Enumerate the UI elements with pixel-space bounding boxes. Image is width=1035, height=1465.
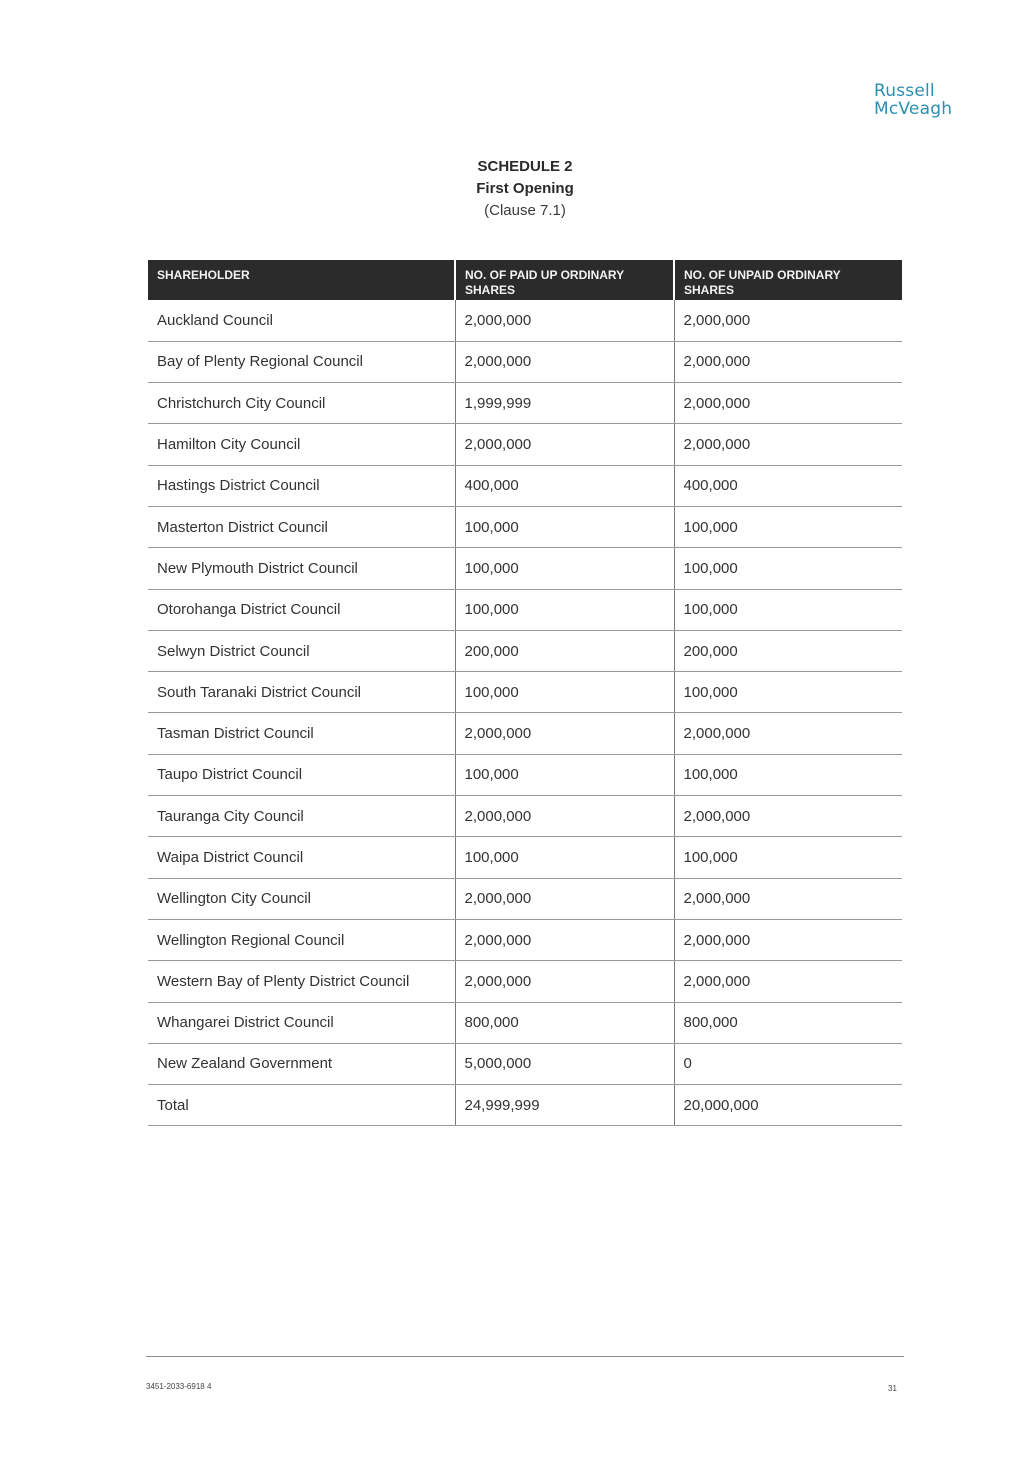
cell-unpaid-shares: 2,000,000 — [674, 383, 902, 424]
cell-paid-up-shares: 800,000 — [455, 1002, 674, 1043]
cell-shareholder: Total — [148, 1085, 455, 1126]
schedule-clause: (Clause 7.1) — [484, 202, 566, 219]
table-row — [148, 837, 902, 878]
table-row — [148, 341, 902, 382]
total-row — [148, 1085, 902, 1126]
cell-shareholder: Selwyn District Council — [148, 630, 455, 671]
cell-shareholder: South Taranaki District Council — [148, 672, 455, 713]
cell-shareholder: New Zealand Government — [148, 1043, 455, 1084]
cell-unpaid-shares: 2,000,000 — [674, 300, 902, 341]
table-header — [148, 260, 902, 300]
table-row — [148, 961, 902, 1002]
schedule-heading — [0, 156, 1035, 222]
cell-shareholder: Western Bay of Plenty District Council — [148, 961, 455, 1002]
cell-paid-up-shares: 2,000,000 — [455, 341, 674, 382]
cell-unpaid-shares: 0 — [674, 1043, 902, 1084]
header-shareholder: SHAREHOLDER — [148, 260, 455, 300]
table-row — [148, 383, 902, 424]
cell-paid-up-shares: 100,000 — [455, 672, 674, 713]
cell-unpaid-shares: 2,000,000 — [674, 341, 902, 382]
cell-unpaid-shares: 100,000 — [674, 589, 902, 630]
table-row — [148, 919, 902, 960]
cell-shareholder: New Plymouth District Council — [148, 548, 455, 589]
table-row — [148, 424, 902, 465]
cell-paid-up-shares: 100,000 — [455, 837, 674, 878]
cell-shareholder: Masterton District Council — [148, 506, 455, 547]
table-body — [148, 300, 902, 1126]
cell-unpaid-shares: 2,000,000 — [674, 878, 902, 919]
table-row — [148, 465, 902, 506]
table-row — [148, 672, 902, 713]
cell-shareholder: Christchurch City Council — [148, 383, 455, 424]
logo-line-1: Russell — [874, 81, 935, 101]
cell-shareholder: Wellington City Council — [148, 878, 455, 919]
table-row — [148, 878, 902, 919]
cell-paid-up-shares: 24,999,999 — [455, 1085, 674, 1126]
cell-shareholder: Wellington Regional Council — [148, 919, 455, 960]
cell-shareholder: Auckland Council — [148, 300, 455, 341]
cell-unpaid-shares: 2,000,000 — [674, 919, 902, 960]
cell-paid-up-shares: 2,000,000 — [455, 878, 674, 919]
cell-shareholder: Otorohanga District Council — [148, 589, 455, 630]
cell-unpaid-shares: 100,000 — [674, 506, 902, 547]
cell-paid-up-shares: 100,000 — [455, 548, 674, 589]
table-row — [148, 1002, 902, 1043]
table-row — [148, 506, 902, 547]
table-row — [148, 796, 902, 837]
cell-unpaid-shares: 20,000,000 — [674, 1085, 902, 1126]
schedule-subtitle: First Opening — [476, 180, 574, 197]
cell-paid-up-shares: 100,000 — [455, 589, 674, 630]
cell-paid-up-shares: 2,000,000 — [455, 300, 674, 341]
cell-paid-up-shares: 2,000,000 — [455, 919, 674, 960]
page-number: 31 — [888, 1384, 897, 1393]
cell-unpaid-shares: 2,000,000 — [674, 424, 902, 465]
table-row — [148, 548, 902, 589]
company-logo — [874, 82, 954, 118]
header-paid-up-shares: NO. OF PAID UP ORDINARY SHARES — [455, 260, 674, 300]
cell-unpaid-shares: 100,000 — [674, 548, 902, 589]
table-row — [148, 630, 902, 671]
cell-paid-up-shares: 2,000,000 — [455, 796, 674, 837]
cell-shareholder: Hastings District Council — [148, 465, 455, 506]
cell-paid-up-shares: 100,000 — [455, 506, 674, 547]
cell-shareholder: Taupo District Council — [148, 754, 455, 795]
cell-shareholder: Waipa District Council — [148, 837, 455, 878]
cell-shareholder: Whangarei District Council — [148, 1002, 455, 1043]
cell-shareholder: Tasman District Council — [148, 713, 455, 754]
cell-unpaid-shares: 2,000,000 — [674, 961, 902, 1002]
cell-paid-up-shares: 1,999,999 — [455, 383, 674, 424]
cell-paid-up-shares: 100,000 — [455, 754, 674, 795]
cell-unpaid-shares: 800,000 — [674, 1002, 902, 1043]
cell-unpaid-shares: 100,000 — [674, 837, 902, 878]
schedule-title: SCHEDULE 2 — [477, 158, 573, 175]
table-row — [148, 754, 902, 795]
header-row — [148, 260, 902, 300]
cell-paid-up-shares: 2,000,000 — [455, 424, 674, 465]
cell-shareholder: Tauranga City Council — [148, 796, 455, 837]
cell-unpaid-shares: 100,000 — [674, 672, 902, 713]
header-unpaid-shares: NO. OF UNPAID ORDINARY SHARES — [674, 260, 902, 300]
shareholder-table — [148, 260, 902, 1126]
cell-unpaid-shares: 2,000,000 — [674, 713, 902, 754]
cell-shareholder: Hamilton City Council — [148, 424, 455, 465]
cell-paid-up-shares: 5,000,000 — [455, 1043, 674, 1084]
table-row — [148, 1043, 902, 1084]
cell-paid-up-shares: 2,000,000 — [455, 713, 674, 754]
footer-divider — [146, 1356, 904, 1357]
table-row — [148, 589, 902, 630]
table-row — [148, 300, 902, 341]
cell-unpaid-shares: 200,000 — [674, 630, 902, 671]
logo-line-2: McVeagh — [874, 99, 953, 119]
cell-paid-up-shares: 200,000 — [455, 630, 674, 671]
cell-unpaid-shares: 400,000 — [674, 465, 902, 506]
cell-shareholder: Bay of Plenty Regional Council — [148, 341, 455, 382]
cell-paid-up-shares: 400,000 — [455, 465, 674, 506]
cell-unpaid-shares: 2,000,000 — [674, 796, 902, 837]
cell-unpaid-shares: 100,000 — [674, 754, 902, 795]
document-reference: 3451-2033-6918 4 — [146, 1382, 212, 1391]
table-row — [148, 713, 902, 754]
cell-paid-up-shares: 2,000,000 — [455, 961, 674, 1002]
